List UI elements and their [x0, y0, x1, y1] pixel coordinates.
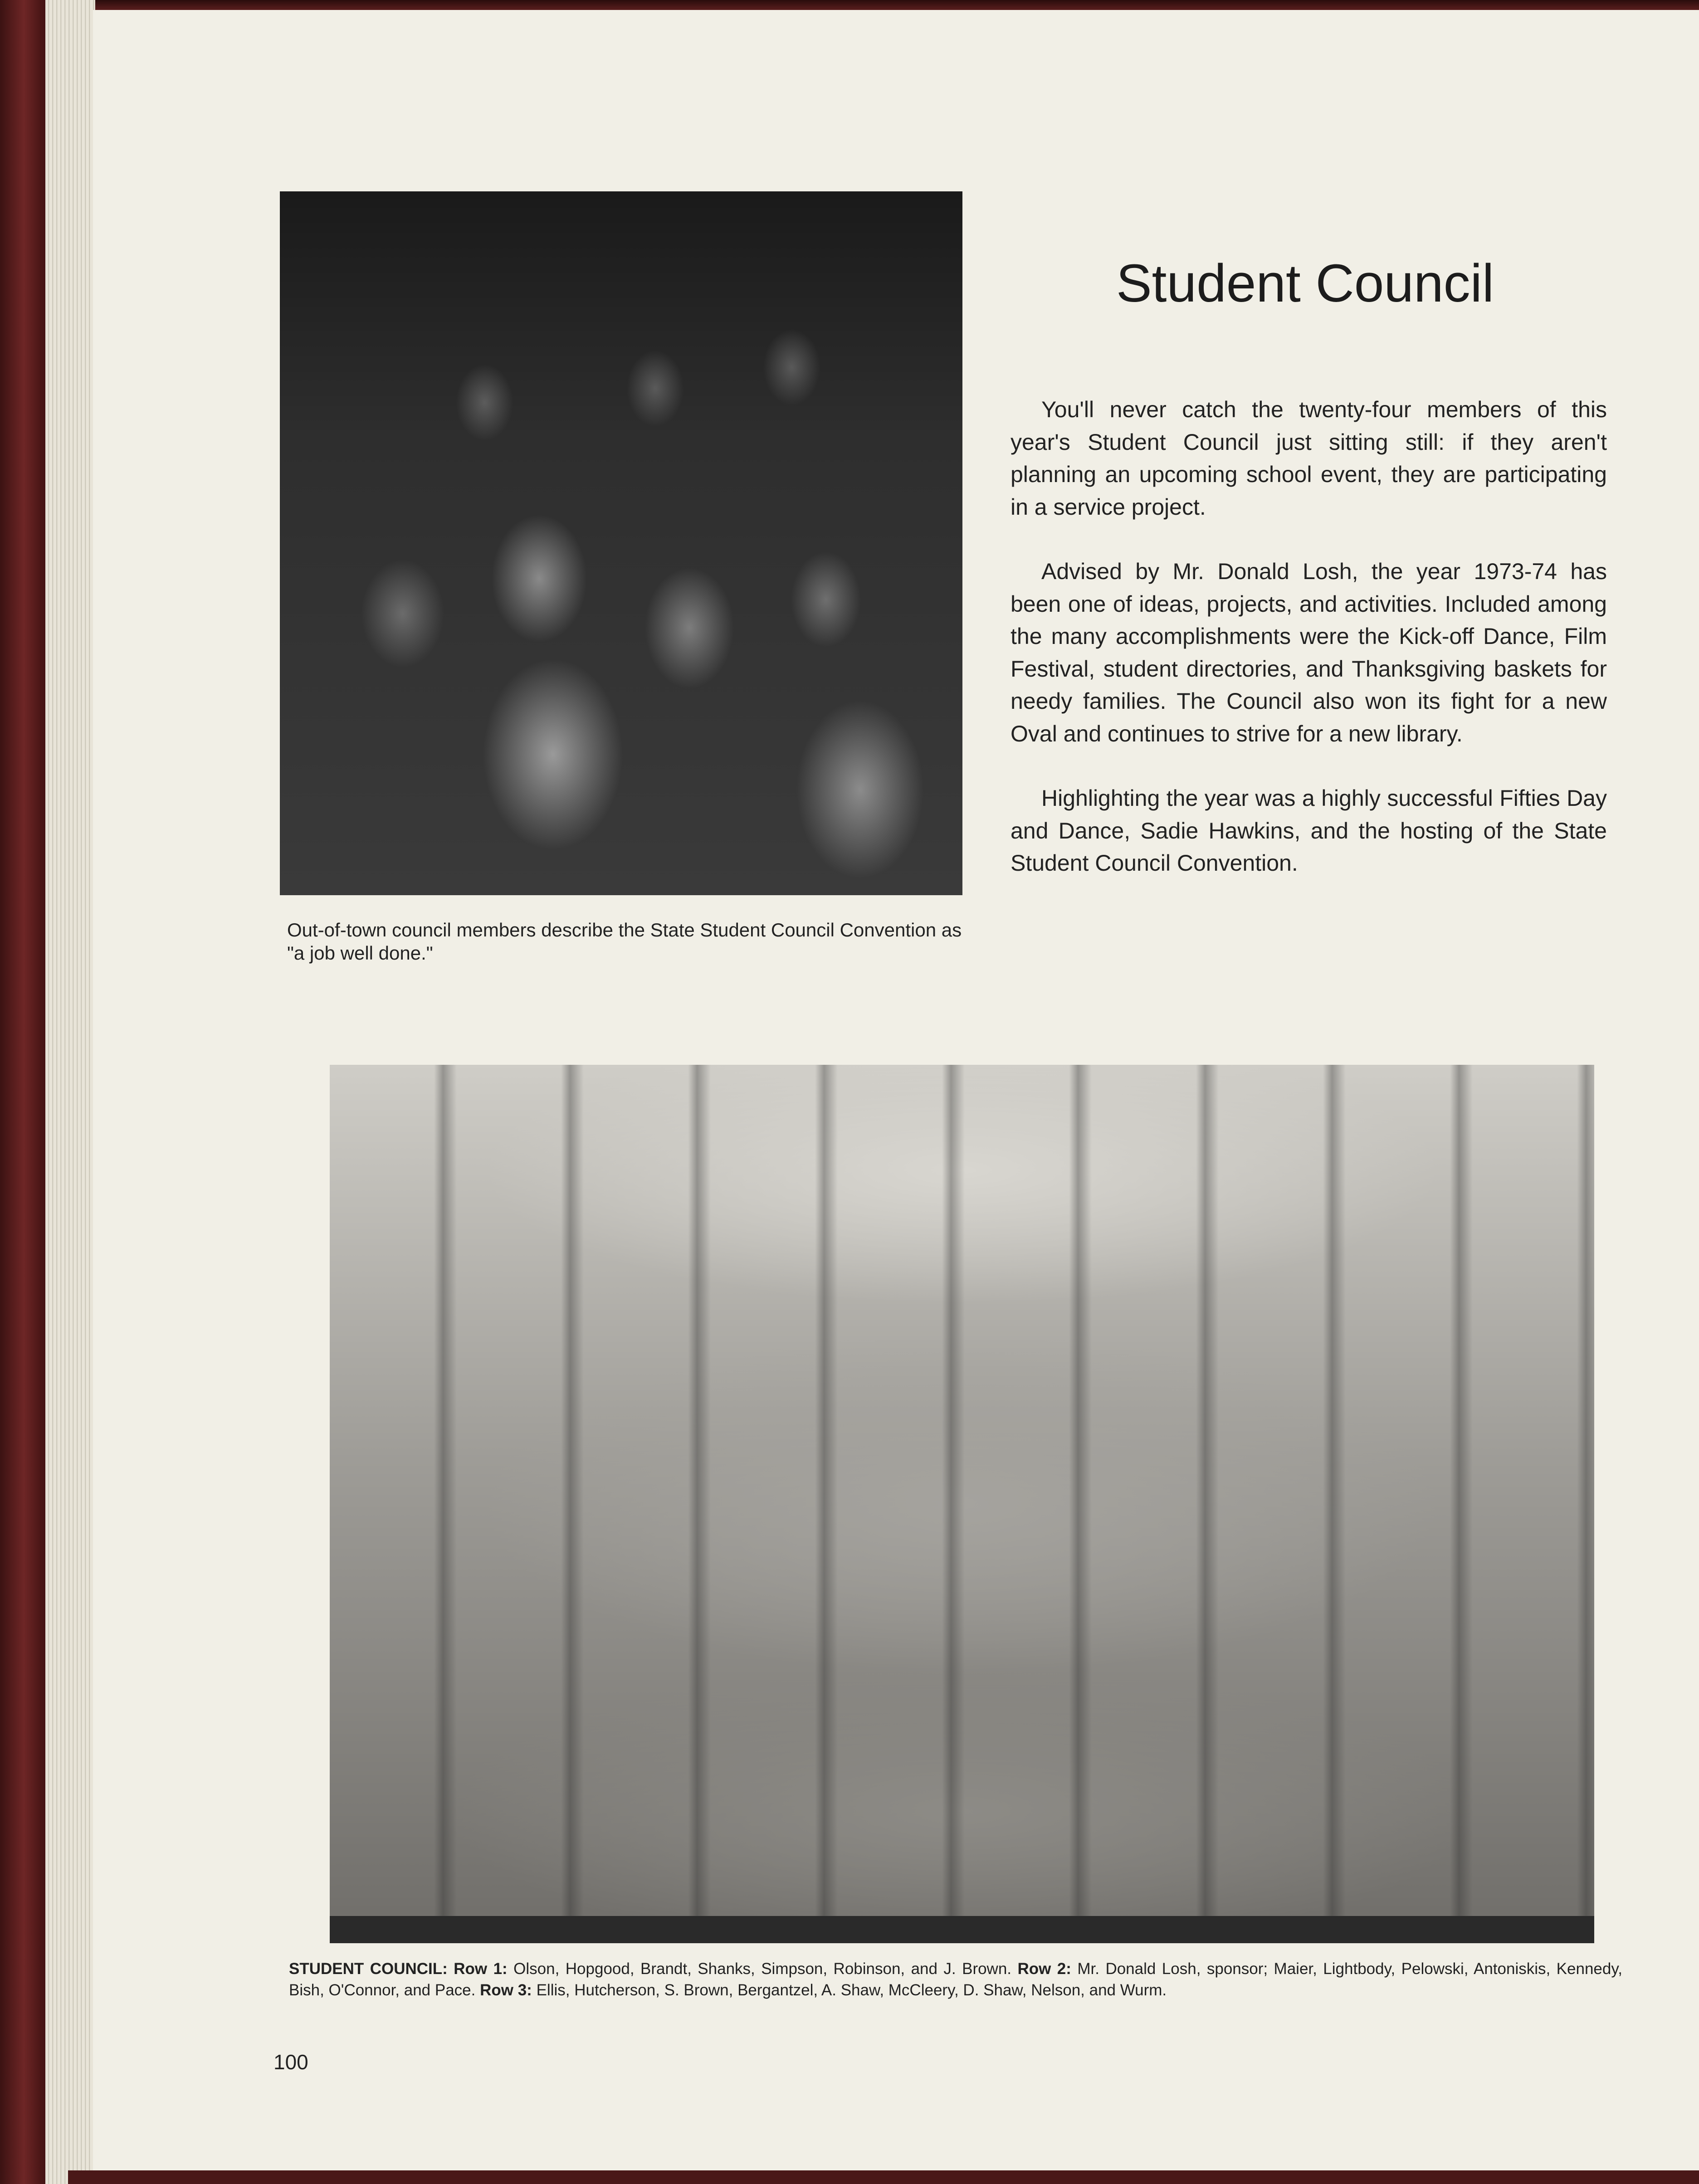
page-number: 100	[273, 2050, 308, 2074]
caption-row1-names: Olson, Hopgood, Brandt, Shanks, Simpson, Robinson, and J. Brown.	[513, 1960, 1012, 1978]
book-cover-top-edge	[68, 0, 1699, 10]
caption-heading: STUDENT COUNCIL:	[289, 1960, 448, 1978]
group-photo-caption	[289, 1958, 1622, 2001]
page-title: Student Council	[1116, 253, 1494, 313]
book-cover-bottom-edge	[68, 2170, 1699, 2184]
group-photo	[330, 1065, 1594, 1943]
body-paragraph: You'll never catch the twenty-four members of this year's Student Council just sitting still: if they aren't planning an upcoming school event, they are participating in a service project.	[1011, 397, 1607, 520]
dance-photo	[280, 191, 962, 895]
article-body	[1011, 394, 1607, 912]
caption-row3-names: Ellis, Hutcherson, S. Brown, Bergantzel, A. Shaw, McCleery, D. Shaw, Nelson, and Wurm.	[536, 1981, 1167, 1999]
page-edges	[45, 0, 95, 2184]
body-paragraph: Advised by Mr. Donald Losh, the year 1973-74 has been one of ideas, projects, and activities. Included among the many accomplishments were the Kick-off Dance, Film Festival, student directories, and Thanksgiving baskets for needy families. The Council also won its fight for a new Oval and continues to strive for a new library.	[1011, 559, 1607, 746]
caption-row3-label: Row 3:	[480, 1981, 532, 1999]
caption-row2-names: Mr. Donald Losh, sponsor; Maier, Lightbody, Pelowski, Antoniskis, Kennedy, Bish, O'Connor, and Pace.	[289, 1960, 1622, 1999]
caption-row2-label: Row 2:	[1017, 1960, 1071, 1978]
body-paragraph: Highlighting the year was a highly successful Fifties Day and Dance, Sadie Hawkins, and the hosting of the State Student Council Convention.	[1011, 785, 1607, 876]
dance-photo-caption: Out-of-town council members describe the State Student Council Convention as "a job well done."	[287, 919, 962, 964]
bleacher	[330, 1916, 1594, 1943]
caption-row1-label: Row 1:	[454, 1960, 508, 1978]
